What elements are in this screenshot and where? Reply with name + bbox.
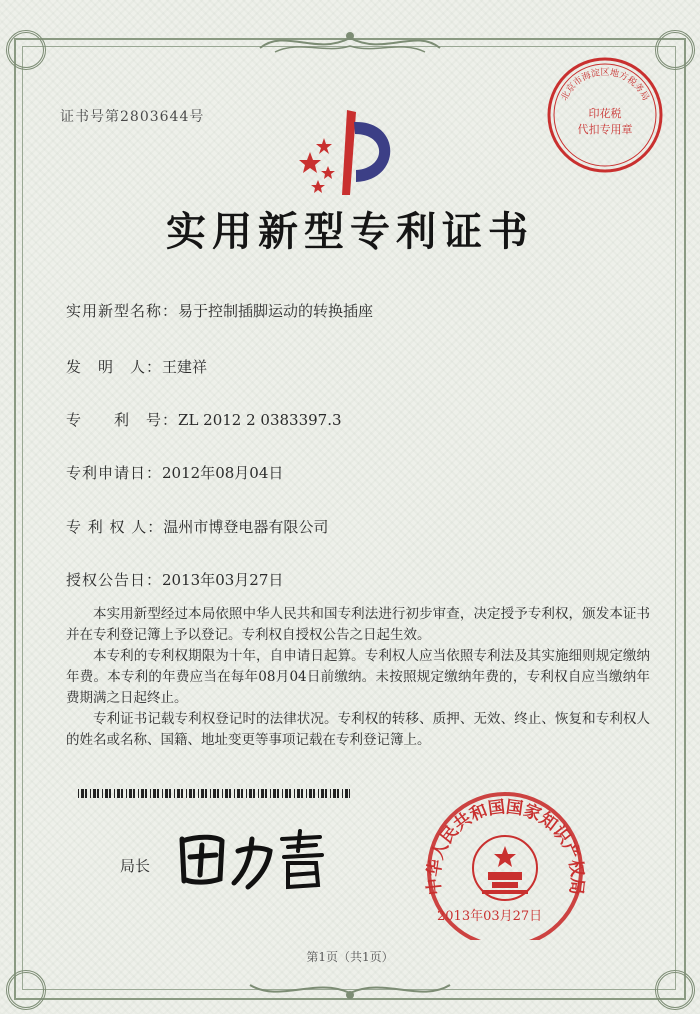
certificate-title: 实用新型专利证书 xyxy=(166,208,534,255)
field-inventor xyxy=(66,356,207,377)
paragraph-2: 本专利的专利权期限为十年，自申请日起算。专利权人应当依照专利法及其实施细则规定缴纳年费。本专利的年费应当在每年08月04日前缴纳。未按照规定缴纳年费的，专利权自应当缴纳年费期满之日起终止。 xyxy=(66,648,650,706)
tax-seal-inner-line-1: 印花税 xyxy=(588,107,622,120)
field-label: 专利申请日： xyxy=(66,464,163,482)
tax-seal-ring-text: 北京市海淀区地方税务局 xyxy=(559,68,651,103)
field-value: 易于控制插脚运动的转换插座 xyxy=(178,302,374,320)
national-emblem-icon xyxy=(473,836,537,900)
cnipa-logo-icon xyxy=(292,100,412,200)
field-value: 温州市博登电器有限公司 xyxy=(163,518,329,536)
field-value: 2013年03月27日 xyxy=(162,571,284,589)
field-value: 王建祥 xyxy=(162,358,208,376)
barcode xyxy=(78,789,350,798)
bottom-ornament xyxy=(245,975,455,1005)
field-grant-date xyxy=(66,569,283,590)
certificate-body-text xyxy=(66,604,650,751)
field-label: 专 利 权 人： xyxy=(66,518,164,536)
paragraph-1: 本实用新型经过本局依照中华人民共和国专利法进行初步审查，决定授予专利权，颁发本证书并在专利登记簿上予以登记。专利权自授权公告之日起生效。 xyxy=(66,606,650,643)
field-utility-model-name xyxy=(66,300,373,321)
field-value: 2012年08月04日 xyxy=(162,464,284,482)
director-label: 局长 xyxy=(120,857,151,875)
field-patentee xyxy=(66,516,328,537)
tax-seal-stamp xyxy=(545,55,665,175)
field-label: 发 明 人： xyxy=(66,358,163,376)
corner-ornament-bottom-left xyxy=(6,970,46,1010)
field-value: ZL 2012 2 0383397.3 xyxy=(178,411,342,429)
director-signature xyxy=(170,825,340,895)
corner-ornament-bottom-right xyxy=(655,970,695,1010)
cnipa-seal-ring-text: 中华人民共和国国家知识产权局 xyxy=(424,797,587,896)
field-label: 授权公告日： xyxy=(66,571,163,589)
field-label: 实用新型名称： xyxy=(66,302,179,320)
field-patent-number xyxy=(66,409,342,430)
seal-date: 2013年03月27日 xyxy=(437,909,543,924)
top-ornament xyxy=(255,26,445,60)
certificate-number: 证书号第2803644号 xyxy=(60,109,205,125)
field-label: 专 利 号： xyxy=(66,411,179,429)
field-application-date xyxy=(66,462,283,483)
page-number: 第1页（共1页） xyxy=(306,950,394,964)
corner-ornament-top-left xyxy=(6,30,46,70)
tax-seal-inner-line-2: 代扣专用章 xyxy=(577,123,633,136)
paragraph-3: 专利证书记载专利权登记时的法律状况。专利权的转移、质押、无效、终止、恢复和专利权人的姓名或名称、国籍、地址变更等事项记载在专利登记簿上。 xyxy=(66,711,650,748)
